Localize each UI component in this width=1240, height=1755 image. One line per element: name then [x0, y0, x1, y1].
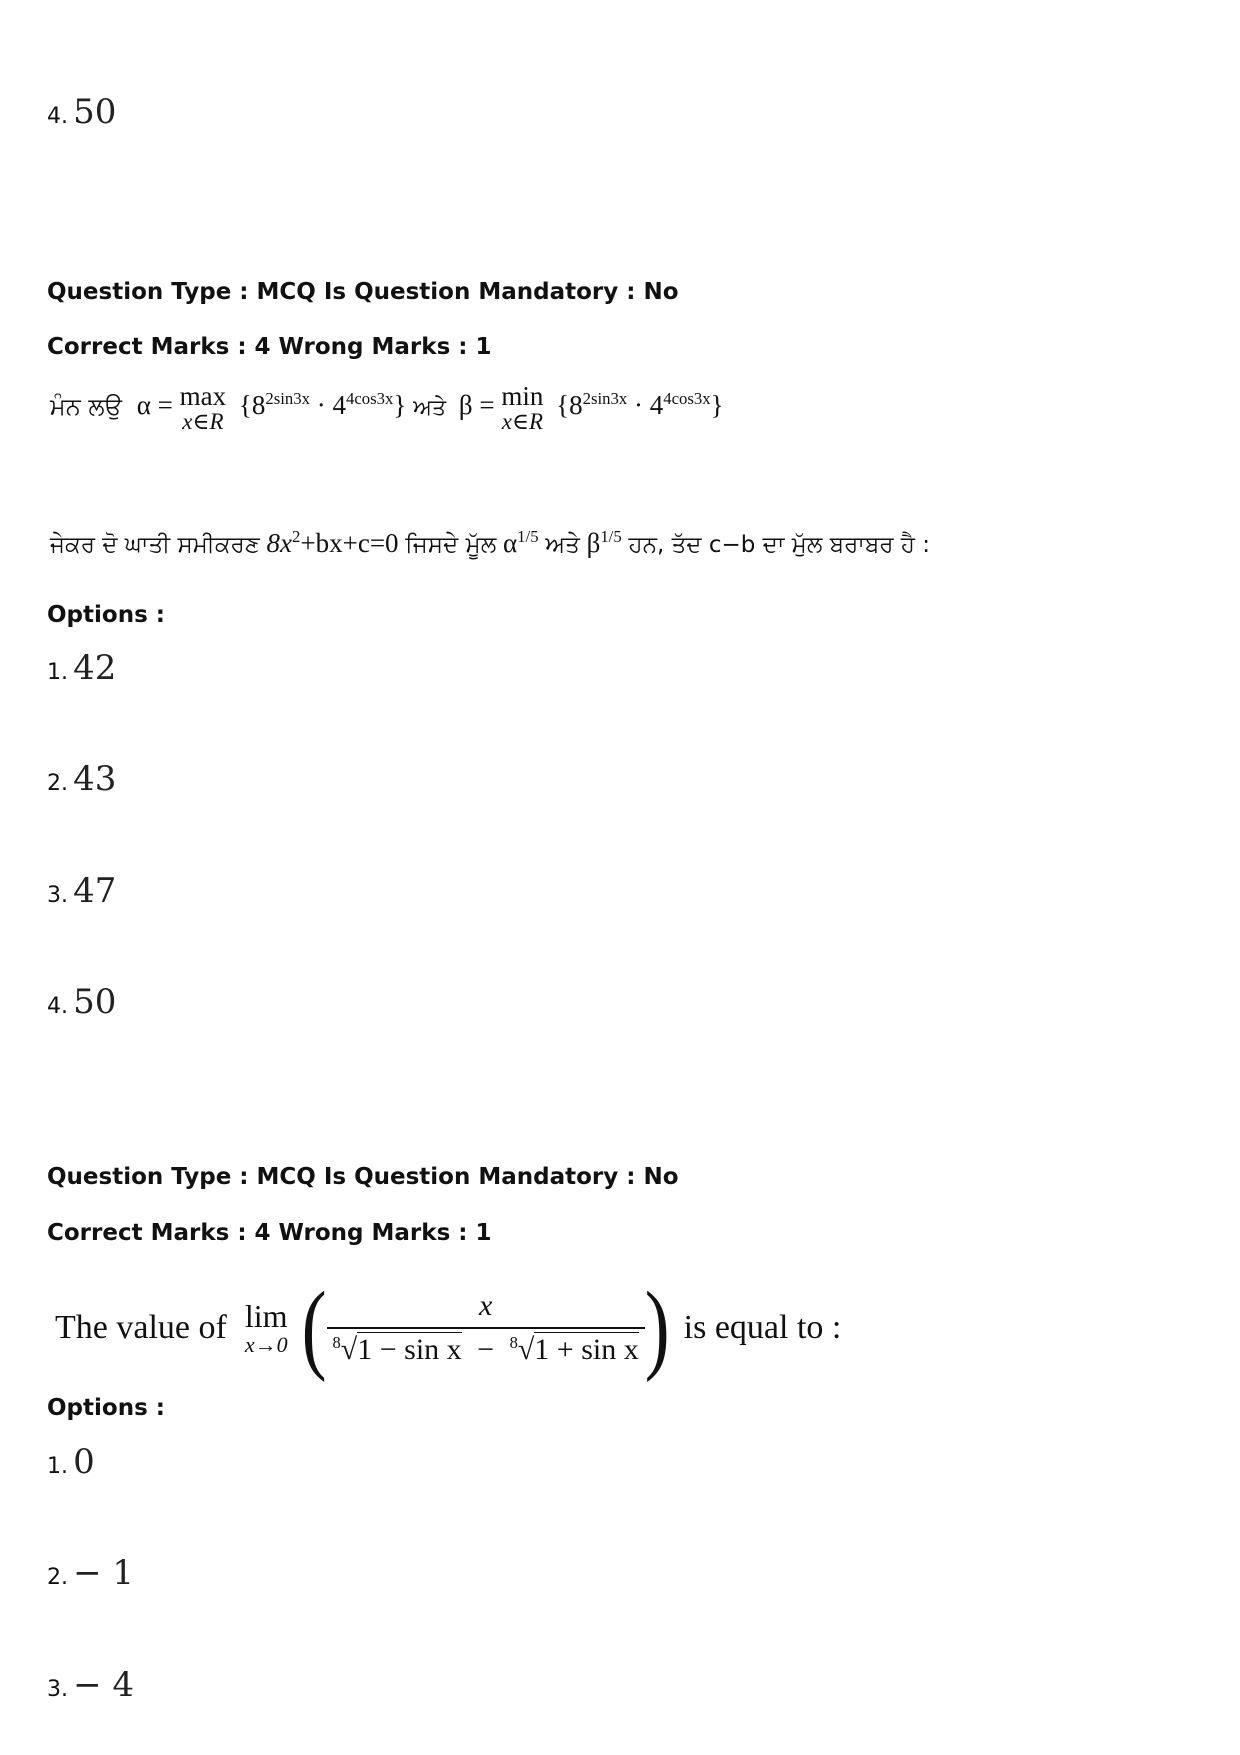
- option-item: [47, 92, 116, 132]
- max-label: max: [179, 381, 227, 411]
- left-paren: (: [301, 1271, 327, 1384]
- option-item: [47, 759, 116, 799]
- expr-open: {8: [556, 390, 583, 421]
- option-number: 2.: [47, 1565, 68, 1590]
- quadratic-equation: [267, 528, 406, 558]
- expr-four: · 4: [309, 390, 346, 421]
- root-radicand-a: 1 − sin x: [357, 1333, 462, 1366]
- option-value: − 4: [73, 1665, 135, 1705]
- option-item: [47, 871, 116, 911]
- fraction: [327, 1289, 645, 1367]
- question-statement: [55, 1271, 842, 1384]
- eq-rest: +bx+c=0: [300, 528, 399, 558]
- expression: [239, 390, 413, 420]
- denominator: $^8$√1 − sin x − $^8$√1 + sin x: [327, 1327, 645, 1367]
- beta-equals: β =: [458, 390, 495, 421]
- numerator: x: [478, 1289, 493, 1322]
- exponent-b: 4cos3x: [663, 389, 711, 409]
- question-type-meta: Question Type : MCQ Is Question Mandatory : No: [47, 279, 679, 305]
- expr-close: }: [393, 390, 407, 421]
- exponent-b: 4cos3x: [345, 389, 394, 409]
- option-value: 43: [73, 759, 117, 799]
- option-item: [47, 1553, 134, 1593]
- option-value: 0: [73, 1442, 95, 1482]
- power: 1/5: [517, 527, 539, 546]
- option-item: [47, 982, 116, 1022]
- option-item: [47, 1665, 134, 1705]
- exponent-a: 2sin3x: [582, 389, 628, 409]
- root-index: 8: [509, 1333, 518, 1352]
- root-index: 8: [332, 1333, 341, 1352]
- power: 1/5: [600, 527, 622, 546]
- max-domain: x∈R: [182, 409, 224, 435]
- question-statement-1: [50, 382, 724, 434]
- minus-sign: −: [477, 1333, 495, 1366]
- expr-close: }: [710, 390, 724, 421]
- options-label: Options :: [47, 1395, 165, 1421]
- option-number: 4.: [47, 104, 68, 129]
- option-number: 3.: [47, 1677, 68, 1702]
- alpha-power: [503, 528, 539, 558]
- expr-four: · 4: [627, 390, 664, 421]
- punjabi-and: ਅਤੇ: [545, 532, 580, 558]
- right-paren: ): [644, 1271, 670, 1384]
- beta-power: [587, 528, 622, 558]
- min-label: min: [501, 381, 544, 411]
- question-type-meta: Question Type : MCQ Is Question Mandatory : No: [47, 1164, 679, 1190]
- exponent-a: 2sin3x: [265, 389, 310, 409]
- punjabi-text: ਹਨ, ਤੱਦ c−b ਦਾ ਮੁੱਲ ਬਰਾਬਰ ਹੈ :: [628, 532, 931, 558]
- alpha-equals: α =: [136, 390, 173, 421]
- eq-term: 8x: [266, 528, 292, 558]
- statement-lead: The value of: [55, 1309, 227, 1346]
- min-operator: [501, 382, 543, 434]
- option-item: [47, 1442, 95, 1482]
- punjabi-text: ਜੇਕਰ ਦੋ ਘਾਤੀ ਸਮੀਕਰਣ: [50, 532, 260, 558]
- alpha-symbol: α: [503, 528, 518, 558]
- limit-operator: [244, 1297, 288, 1358]
- root-radicand-b: 1 + sin x: [534, 1333, 639, 1366]
- option-item: [47, 648, 116, 688]
- option-value: − 1: [73, 1553, 135, 1593]
- lim-approach: x→0: [244, 1332, 288, 1358]
- expression: [556, 390, 724, 420]
- option-value: 42: [73, 648, 117, 688]
- expr-open: {8: [238, 390, 266, 421]
- statement-tail: is equal to :: [683, 1309, 842, 1346]
- options-label: Options :: [47, 602, 165, 628]
- punjabi-text: ਮੰਨ ਲਉ: [50, 392, 122, 421]
- punjabi-and: ਅਤੇ: [413, 395, 447, 421]
- question-marks-meta: Correct Marks : 4 Wrong Marks : 1: [47, 1220, 492, 1246]
- option-number: 3.: [47, 883, 68, 908]
- option-value: 47: [73, 871, 117, 911]
- question-statement-2: [50, 527, 930, 559]
- option-number: 4.: [47, 994, 68, 1019]
- max-operator: [180, 382, 227, 434]
- option-number: 1.: [47, 660, 68, 685]
- option-value: 50: [73, 982, 117, 1022]
- option-value: 50: [73, 92, 117, 132]
- question-marks-meta: Correct Marks : 4 Wrong Marks : 1: [47, 334, 492, 360]
- lim-label: lim: [244, 1297, 288, 1334]
- option-number: 1.: [47, 1454, 68, 1479]
- beta-symbol: β: [586, 528, 601, 558]
- punjabi-text: ਜਿਸਦੇ ਮੂੱਲ: [405, 532, 497, 558]
- eq-exponent: 2: [292, 527, 301, 546]
- min-domain: x∈R: [501, 409, 543, 435]
- option-number: 2.: [47, 771, 68, 796]
